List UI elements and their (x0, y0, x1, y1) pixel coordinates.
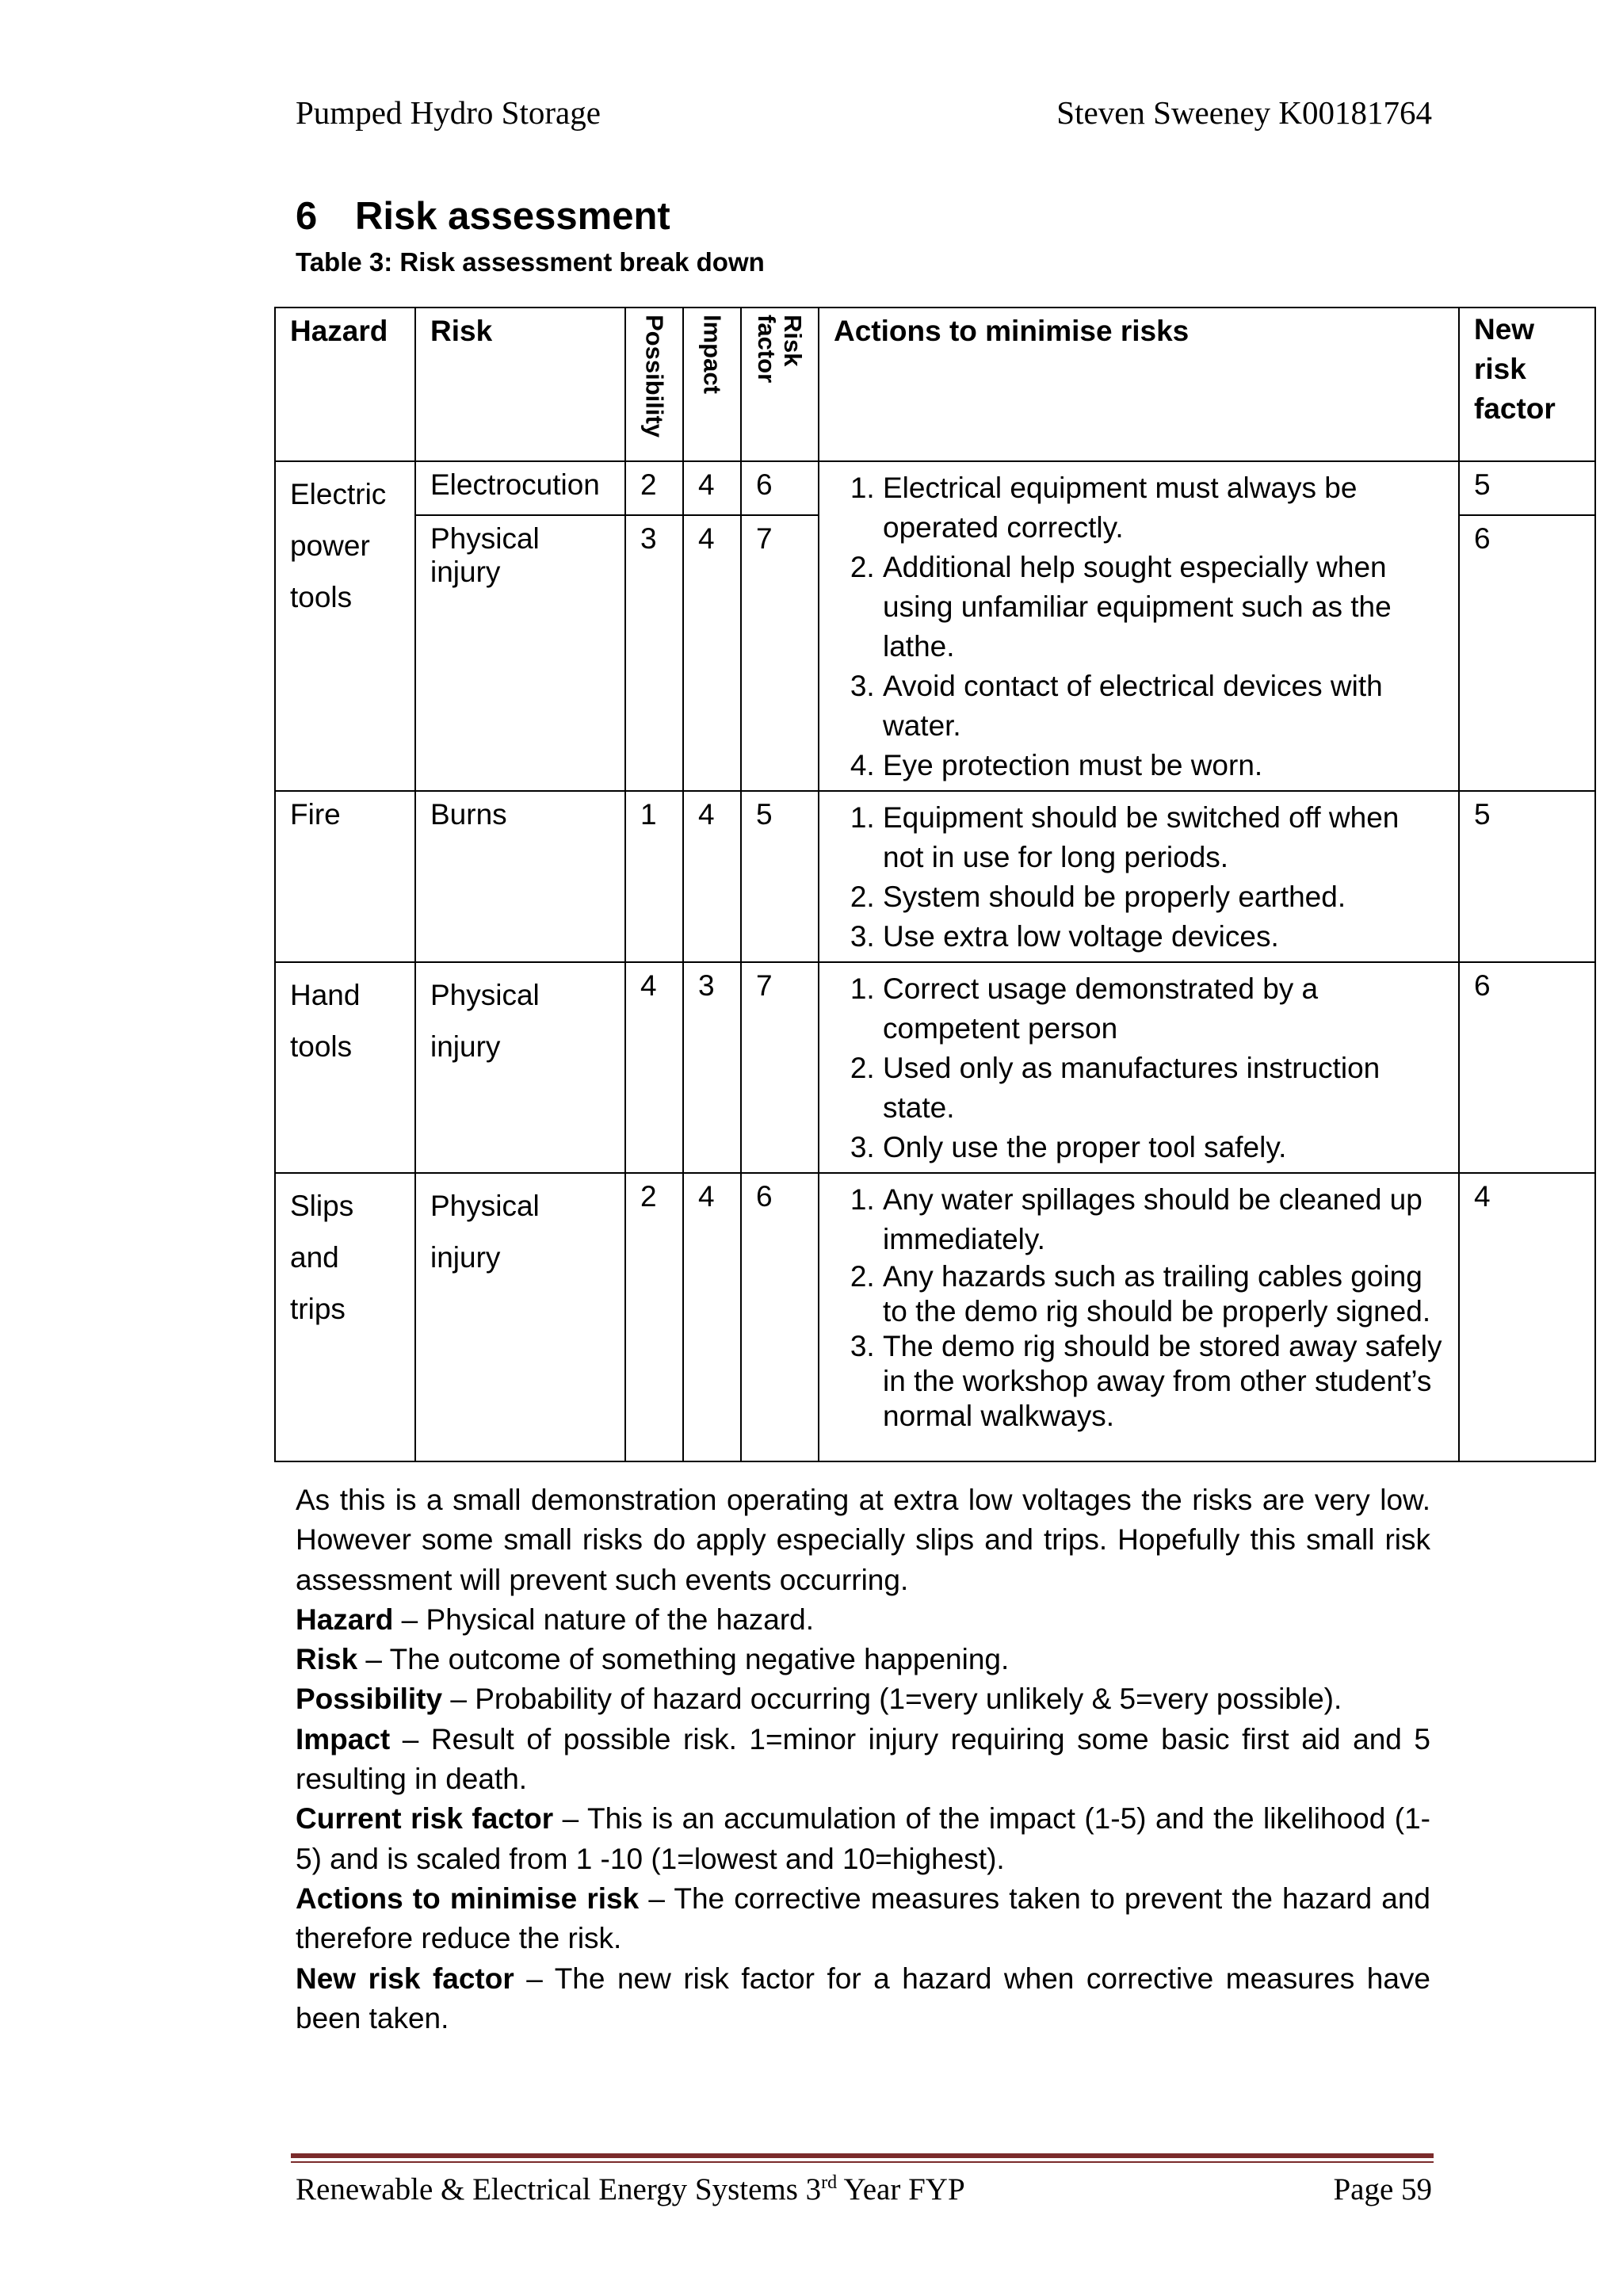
new-risk-cell: 5 (1459, 791, 1595, 962)
hazard-cell (275, 1173, 415, 1461)
footer-course-sup: rd (821, 2172, 838, 2193)
risk-cell: Burns (415, 791, 625, 962)
risk-factor-cell: 7 (741, 962, 819, 1173)
hazard-line: trips (290, 1293, 346, 1325)
definition-text: – This is an accumulation of the impact (1-5) and the likelihood (1-5) and is scaled from 1 -10 (1=lowest and 10=highest). (296, 1802, 1430, 1875)
risk-table (274, 307, 1596, 1462)
footer-course-text: Renewable & Electrical Energy Systems 3 (296, 2172, 822, 2206)
possibility-cell: 2 (625, 1173, 683, 1461)
risk-factor-cell: 5 (741, 791, 819, 962)
action-item: 2. Used only as manufactures instruction state. (883, 1049, 1444, 1128)
table-row (275, 791, 1595, 962)
action-item: 3. The demo rig should be stored away safely in the workshop away from other student’s normal walkways. (883, 1329, 1444, 1434)
action-item: 1. Equipment should be switched off when not in use for long periods. (883, 798, 1444, 877)
action-item: 1. Correct usage demonstrated by a competent person (883, 969, 1444, 1049)
table-caption: Table 3: Risk assessment break down (296, 247, 765, 277)
col-risk-factor-label (754, 315, 806, 383)
actions-cell (819, 962, 1459, 1173)
new-risk-cell: 4 (1459, 1173, 1595, 1461)
action-item: 2. Any hazards such as trailing cables going to the demo rig should be properly signed. (883, 1259, 1444, 1329)
table-header-row (275, 308, 1595, 461)
hazard-line: Electric (290, 478, 387, 510)
possibility-cell (625, 461, 683, 791)
footer-course-text-end: Year FYP (837, 2172, 965, 2206)
risk-cell (415, 461, 625, 791)
footer-course (296, 2172, 965, 2207)
action-item: 2. System should be properly earthed. (883, 877, 1444, 917)
value: 3 (640, 522, 657, 555)
impact-cell: 4 (683, 1173, 741, 1461)
hazard-line: tools (290, 1030, 353, 1063)
definition-term: Actions to minimise risk (296, 1881, 640, 1915)
risk-factor-cell: 6 (741, 1173, 819, 1461)
risk-line: injury (430, 1241, 501, 1274)
action-item: 4. Eye protection must be worn. (883, 746, 1444, 785)
footer-divider (291, 2153, 1434, 2158)
risk-line: Physical (430, 1190, 540, 1222)
header-author: Steven Sweeney K00181764 (1056, 94, 1432, 131)
value: 5 (1460, 462, 1594, 516)
col-risk-factor-label-2: factor (753, 315, 781, 384)
impact-cell (683, 461, 741, 791)
hazard-cell (275, 461, 415, 791)
new-risk-cell: 6 (1459, 962, 1595, 1173)
intro-paragraph: As this is a small demonstration operating at extra low voltages the risks are very low. However some small risks do apply especially slips and trips. Hopefully this small risk assessment will prevent such events occurring. (296, 1484, 1430, 1596)
actions-cell (819, 461, 1459, 791)
definition-text: – The new risk factor for a hazard when corrective measures have been taken. (296, 1962, 1430, 2034)
col-impact (683, 308, 741, 461)
definition-term: Impact (296, 1722, 391, 1755)
hazard-line: Hand (290, 979, 361, 1011)
col-new-3: factor (1474, 392, 1556, 425)
col-possibility-label: Possibility (640, 315, 668, 438)
col-actions: Actions to minimise risks (819, 308, 1459, 461)
risk-line: injury (430, 1030, 501, 1063)
definition-text: – The corrective measures taken to prevent the hazard and therefore reduce the risk. (296, 1881, 1431, 1955)
definition-term: Possibility (296, 1683, 443, 1716)
action-item: 3. Avoid contact of electrical devices with water. (883, 667, 1444, 746)
col-new-1: New (1474, 313, 1535, 346)
col-new-2: risk (1474, 353, 1526, 385)
possibility-cell: 1 (625, 791, 683, 962)
section-number: 6 (296, 195, 318, 238)
action-item: 3. Use extra low voltage devices. (883, 917, 1444, 957)
impact-cell: 4 (683, 791, 741, 962)
risk-line: Physical (430, 979, 540, 1011)
risk-cell (415, 1173, 625, 1461)
section-title: Risk assessment (355, 195, 670, 238)
definition-text: – Physical nature of the hazard. (393, 1603, 815, 1636)
hazard-cell: Fire (275, 791, 415, 962)
definition (296, 1799, 1430, 1879)
hazard-line: tools (290, 581, 353, 613)
col-risk-factor-label-1: Risk (779, 315, 807, 367)
value: 7 (756, 522, 773, 555)
new-risk-cell (1459, 461, 1595, 791)
definition-term: Risk (296, 1643, 358, 1676)
value: 6 (742, 462, 818, 516)
definition-term: Current risk factor (296, 1802, 554, 1836)
action-item: 3. Only use the proper tool safely. (883, 1128, 1444, 1167)
body-text (296, 1480, 1430, 2038)
value: 4 (698, 522, 715, 555)
definition-term: Hazard (296, 1603, 394, 1636)
action-item: 2. Additional help sought especially when using unfamiliar equipment such as the lathe. (883, 548, 1444, 667)
definition (296, 1600, 1430, 1640)
definition-text: – Probability of hazard occurring (1=very unlikely & 5=very possible). (442, 1683, 1342, 1716)
value: 4 (684, 462, 740, 516)
header-title: Pumped Hydro Storage (296, 94, 601, 131)
table-row (275, 461, 1595, 791)
definition (296, 1879, 1430, 1959)
definition (296, 1720, 1430, 1800)
value: 6 (1474, 522, 1491, 555)
possibility-cell: 4 (625, 962, 683, 1173)
hazard-cell (275, 962, 415, 1173)
table-row (275, 962, 1595, 1173)
col-risk: Risk (415, 308, 625, 461)
col-impact-label: Impact (698, 315, 726, 394)
risk-physical-injury: Physical injury (430, 522, 540, 588)
impact-cell: 3 (683, 962, 741, 1173)
definition (296, 1959, 1430, 2039)
section-heading (296, 194, 670, 239)
risk-electrocution: Electrocution (416, 462, 624, 516)
col-hazard: Hazard (275, 308, 415, 461)
definition (296, 1640, 1430, 1679)
definition-text: – Result of possible risk. 1=minor injury requiring some basic first aid and 5 resulting in death. (296, 1722, 1430, 1796)
col-possibility (625, 308, 683, 461)
hazard-line: Slips (290, 1190, 354, 1222)
page-number: Page 59 (1333, 2172, 1432, 2206)
definition (296, 1679, 1430, 1719)
col-risk-factor (741, 308, 819, 461)
definition-text: – The outcome of something negative happening. (357, 1643, 1010, 1676)
value: 2 (626, 462, 682, 516)
risk-factor-cell (741, 461, 819, 791)
hazard-line: and (290, 1241, 339, 1274)
action-item: 1. Electrical equipment must always be operated correctly. (883, 468, 1444, 548)
footer-divider-thin (291, 2161, 1434, 2163)
col-new-risk-factor (1459, 308, 1595, 461)
action-item: 1. Any water spillages should be cleaned up immediately. (883, 1180, 1444, 1259)
hazard-line: power (290, 529, 370, 562)
table-row (275, 1173, 1595, 1461)
risk-cell (415, 962, 625, 1173)
definition-term: New risk factor (296, 1962, 514, 1995)
actions-cell (819, 791, 1459, 962)
actions-cell (819, 1173, 1459, 1461)
